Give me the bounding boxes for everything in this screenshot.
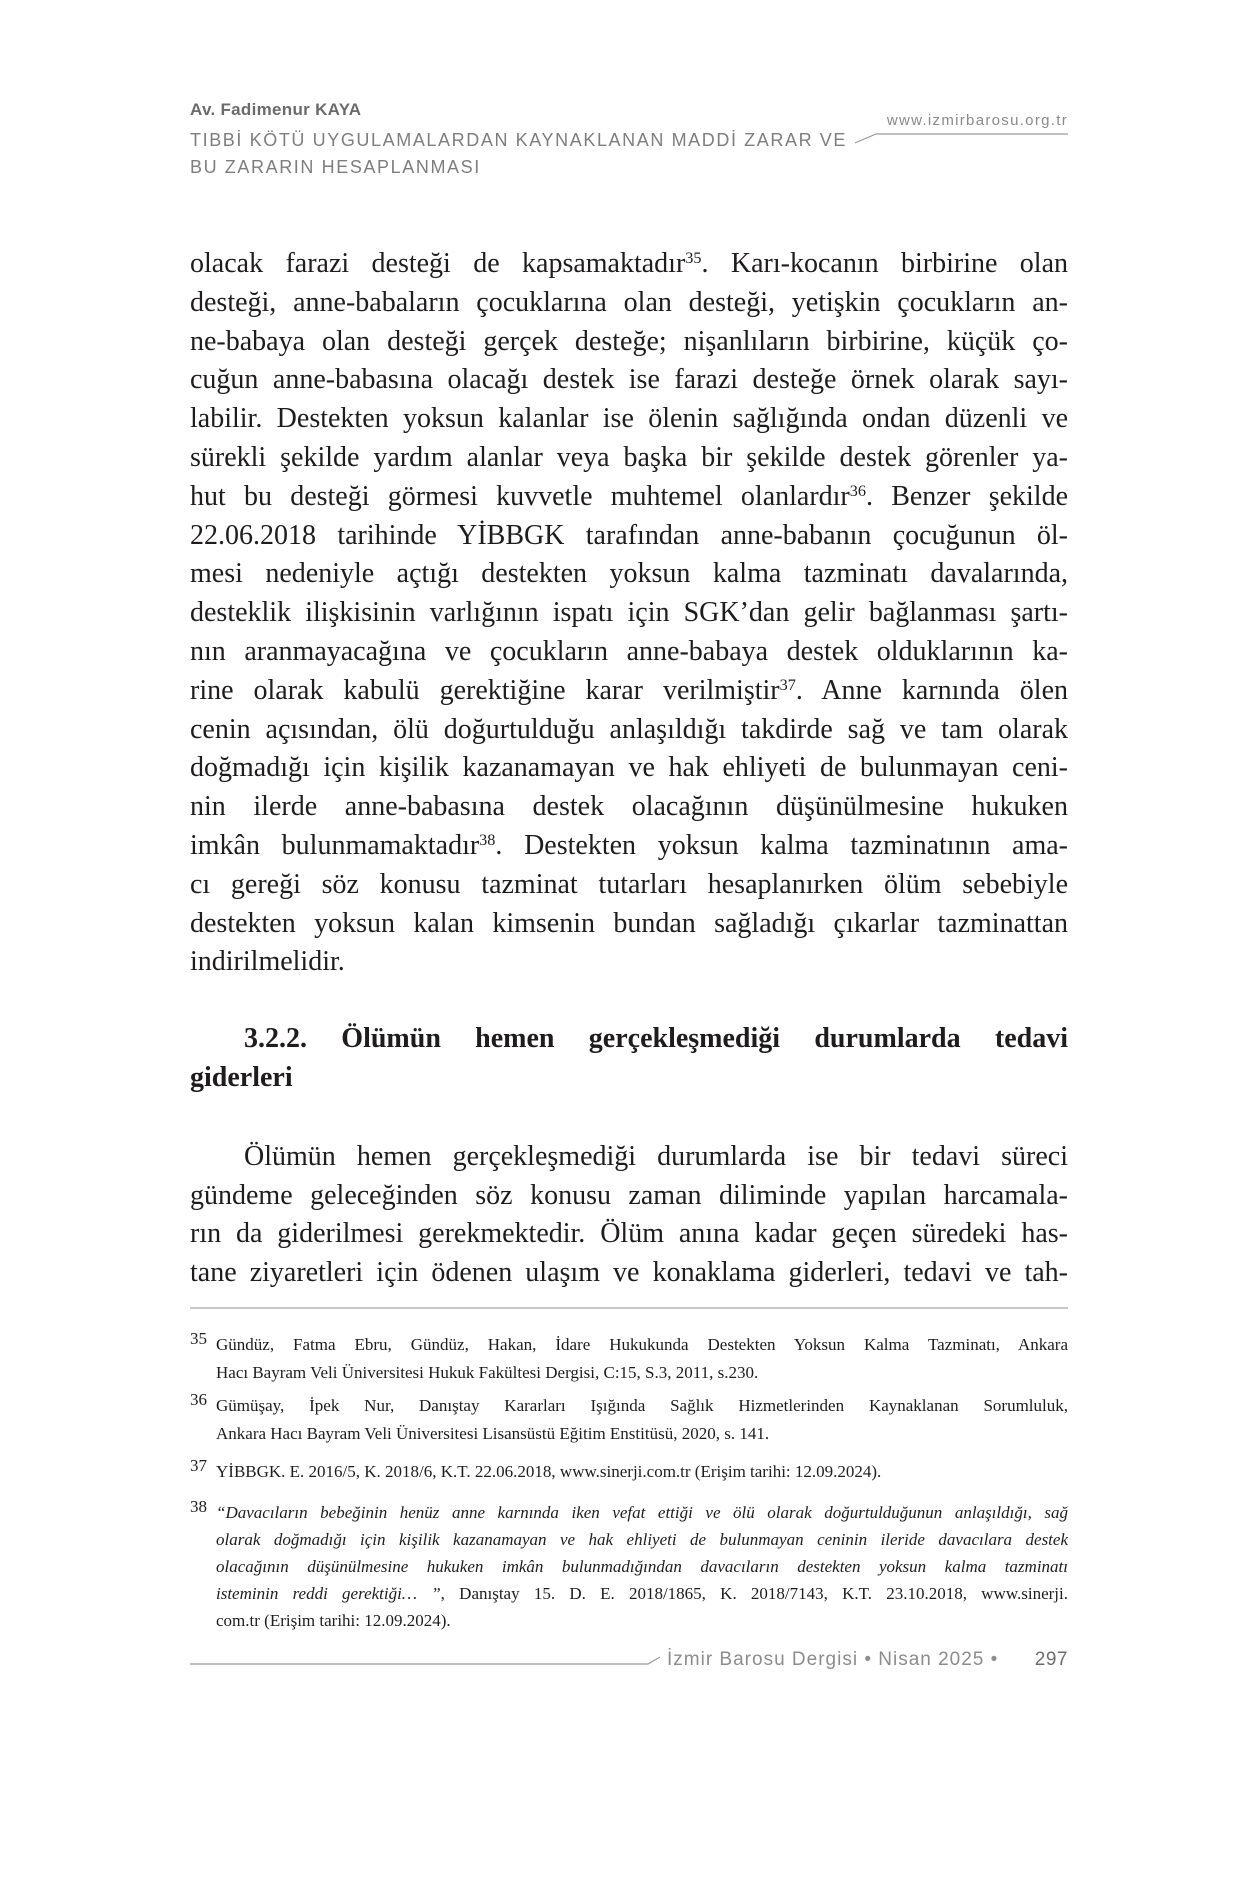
footnote-reference: 36 bbox=[849, 481, 866, 500]
text-line bbox=[190, 1254, 1068, 1293]
footnote-text bbox=[216, 1499, 1068, 1634]
text-line bbox=[190, 1215, 1068, 1254]
footnote-reference: 35 bbox=[685, 249, 702, 268]
italic-quote-run: olacağının düşünülmesine hukuken imkân bulunmadığından davacıların destekten yoksun kalma tazminatı bbox=[216, 1557, 1068, 1576]
text-line bbox=[190, 672, 1068, 711]
text-run: rın da giderilmesi gerekmektedir. Ölüm anına kadar geçen süredeki has- bbox=[190, 1218, 1068, 1249]
text-run: cuğun anne-babasına olacağı destek ise farazi desteğe örnek olarak sayı- bbox=[190, 364, 1068, 396]
text-run: , Danıştay 15. D. E. 2018/1865, K. 2018/7143, K.T. 23.10.2018, www.sinerji. bbox=[440, 1584, 1068, 1603]
text-line bbox=[190, 827, 1068, 866]
text-run: rine olarak kabulü gerektiğine karar verilmiştir bbox=[190, 674, 780, 706]
text-line bbox=[190, 866, 1068, 905]
text-line bbox=[216, 1580, 1068, 1607]
footnote-number: 36 bbox=[190, 1390, 207, 1409]
footnote-text bbox=[216, 1331, 1068, 1387]
footnote bbox=[190, 1458, 1068, 1486]
text-line bbox=[190, 245, 1068, 284]
text-run: destekten yoksun kalan kimsenin bundan sağladığı çıkarlar tazminattan bbox=[190, 907, 1068, 939]
footer-journal-name: İzmir Barosu Dergisi • Nisan 2025 • bbox=[667, 1649, 999, 1670]
text-line bbox=[190, 555, 1068, 594]
article-title-line-1: TIBBİ KÖTÜ UYGULAMALARDAN KAYNAKLANAN MADDİ ZARAR VE bbox=[190, 130, 847, 150]
text-run: YİBBGK. E. 2016/5, K. 2018/6, K.T. 22.06.2018, www.sinerji.com.tr (Erişim tarihi: 12.09.2024). bbox=[216, 1462, 882, 1481]
text-line bbox=[216, 1420, 1068, 1448]
footnote-text bbox=[216, 1392, 1068, 1448]
text-line bbox=[190, 711, 1068, 750]
author-name: Av. Fadimenur KAYA bbox=[190, 100, 362, 119]
text-line bbox=[190, 478, 1068, 517]
text-line bbox=[216, 1499, 1068, 1526]
footer-rule bbox=[190, 1657, 660, 1664]
text-line bbox=[190, 517, 1068, 556]
text-run: mesi nedeniyle açtığı destekten yoksun kalma tazminatı davalarında, bbox=[190, 558, 1068, 590]
text-run: imkân bulunmamaktadır bbox=[190, 829, 480, 861]
text-line bbox=[190, 284, 1068, 323]
footnote bbox=[190, 1499, 1068, 1634]
body-paragraph-2 bbox=[190, 1138, 1068, 1292]
text-run: tane ziyaretleri için ödenen ulaşım ve konaklama giderleri, tedavi ve tah- bbox=[190, 1256, 1068, 1288]
text-run: . Benzer şekilde bbox=[866, 480, 1069, 512]
text-line bbox=[216, 1607, 1068, 1634]
text-run: Hacı Bayram Veli Üniversitesi Hukuk Fakültesi Dergisi, C:15, S.3, 2011, s.230. bbox=[216, 1363, 759, 1382]
text-run: . Destekten yoksun kalma tazminatının ama- bbox=[495, 829, 1068, 861]
section-heading-line-2: giderleri bbox=[190, 1061, 293, 1093]
text-run: desteklik ilişkisinin varlığının ispatı için SGK’dan gelir bağlanması şartı- bbox=[190, 597, 1068, 629]
text-run: gündeme geleceğinden söz konusu zaman diliminde yapılan harcamala- bbox=[190, 1179, 1068, 1211]
journal-website: www.izmirbarosu.org.tr bbox=[886, 112, 1068, 129]
text-line bbox=[190, 943, 1068, 982]
text-run: . Karı-kocanın birbirine olan bbox=[701, 248, 1068, 279]
text-line bbox=[190, 400, 1068, 439]
text-run: Gümüşay, İpek Nur, Danıştay Kararları Işığında Sağlık Hizmetlerinden Kaynaklanan Sorumluluk, bbox=[216, 1396, 1068, 1415]
text-line bbox=[190, 905, 1068, 944]
text-line bbox=[190, 1138, 1068, 1177]
body-paragraph-1 bbox=[190, 245, 1068, 982]
text-line bbox=[190, 361, 1068, 400]
text-line bbox=[190, 788, 1068, 827]
footnote-text bbox=[216, 1458, 1068, 1486]
section-heading-line-1: 3.2.2. Ölümün hemen gerçekleşmediği durumlarda tedavi bbox=[244, 1023, 1068, 1054]
text-run: Gündüz, Fatma Ebru, Gündüz, Hakan, İdare Hukukunda Destekten Yoksun Kalma Tazminatı, Ankara bbox=[216, 1335, 1068, 1354]
text-line bbox=[216, 1359, 1068, 1387]
italic-quote-run: olarak doğmadığı için kişilik kazanamayan ve hak ehliyeti de bulunmayan ceninin ileride davacılara destek bbox=[216, 1530, 1068, 1549]
italic-quote-run: “Davacıların bebeğinin henüz anne karnında iken vefat ettiği ve ölü olarak doğurtulduğunun anlaşıldığı, sağ bbox=[216, 1503, 1068, 1522]
text-run: labilir. Destekten yoksun kalanlar ise ölenin sağlığında ondan düzenli ve bbox=[190, 403, 1068, 435]
footnote-reference: 38 bbox=[479, 831, 496, 850]
text-line bbox=[190, 633, 1068, 672]
text-line bbox=[216, 1553, 1068, 1580]
text-run: cenin açısından, ölü doğurtulduğu anlaşıldığı takdirde sağ ve tam olarak bbox=[190, 713, 1068, 745]
text-line bbox=[216, 1526, 1068, 1553]
text-line bbox=[190, 1177, 1068, 1216]
text-line bbox=[190, 594, 1068, 633]
footnote bbox=[190, 1331, 1068, 1387]
section-heading bbox=[190, 1020, 1068, 1098]
text-run: indirilmelidir. bbox=[190, 946, 345, 978]
text-line bbox=[216, 1331, 1068, 1359]
text-line bbox=[190, 749, 1068, 788]
text-line bbox=[190, 323, 1068, 362]
text-line bbox=[216, 1392, 1068, 1420]
text-run: . Anne karnında ölen bbox=[795, 674, 1068, 706]
footnote bbox=[190, 1392, 1068, 1448]
text-run: Ölümün hemen gerçekleşmediği durumlarda ise bir tedavi süreci bbox=[244, 1141, 1068, 1172]
footnote-number: 35 bbox=[190, 1329, 207, 1348]
text-run: cı gereği söz konusu tazminat tutarları hesaplanırken ölüm sebebiyle bbox=[190, 868, 1068, 900]
text-run: doğmadığı için kişilik kazanamayan ve hak ehliyeti de bulunmayan ceni- bbox=[190, 752, 1068, 784]
text-run: hut bu desteği görmesi kuvvetle muhtemel olanlardır bbox=[190, 480, 850, 512]
text-run: olacak farazi desteği de kapsamaktadır bbox=[190, 248, 686, 279]
footnote-number: 37 bbox=[190, 1456, 207, 1475]
text-run: sürekli şekilde yardım alanlar veya başka bir şekilde destek görenler ya- bbox=[190, 441, 1068, 473]
text-run: 22.06.2018 tarihinde YİBBGK tarafından anne-babanın çocuğunun öl- bbox=[190, 519, 1068, 551]
text-run: com.tr (Erişim tarihi: 12.09.2024). bbox=[216, 1611, 451, 1630]
article-title-line-2: BU ZARARIN HESAPLANMASI bbox=[190, 157, 481, 177]
text-line bbox=[216, 1458, 1068, 1486]
text-run: nın aranmayacağına ve çocukların anne-babaya destek olduklarının ka- bbox=[190, 635, 1068, 667]
italic-quote-run: isteminin reddi gerektiği… ” bbox=[216, 1584, 441, 1603]
text-run: desteği, anne-babaların çocuklarına olan desteği, yetişkin çocukların an- bbox=[190, 286, 1068, 318]
text-line bbox=[190, 439, 1068, 478]
header-rule bbox=[855, 134, 1068, 143]
text-run: nin ilerde anne-babasına destek olacağının düşünülmesine hukuken bbox=[190, 791, 1068, 823]
footnote-reference: 37 bbox=[779, 675, 796, 694]
footnote-number: 38 bbox=[190, 1497, 207, 1516]
text-run: ne-babaya olan desteği gerçek desteğe; nişanlıların birbirine, küçük ço- bbox=[190, 325, 1068, 357]
page-number: 297 bbox=[1034, 1649, 1068, 1670]
text-run: Ankara Hacı Bayram Veli Üniversitesi Lisansüstü Eğitim Enstitüsü, 2020, s. 141. bbox=[216, 1424, 770, 1443]
